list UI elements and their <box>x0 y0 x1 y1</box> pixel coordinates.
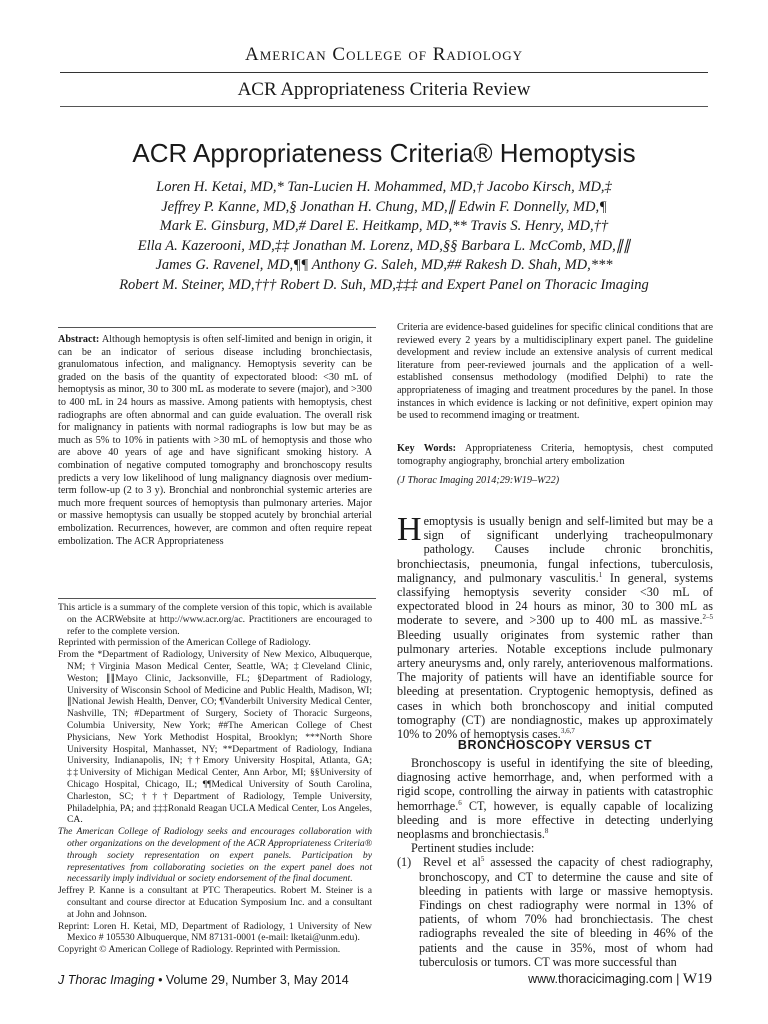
intro-paragraph <box>397 511 713 742</box>
footer-journal <box>58 973 349 987</box>
footnote-reprint: Reprint: Loren H. Ketai, MD, Department of Radiology, 1 University of New Mexico # 105530 Albuquerque, NM 87131-0001 (e-mail: lketai@unm.edu). <box>58 920 372 944</box>
intro-text-3: Bleeding usually originates from systemic rather than pulmonary arteries. Notable exceptions include pulmonary artery aneurysms and, only rarely, anteriovenous malformations. The majority of patients will have an identifiable source for bleeding at presentation. Cryptogenic hemoptysis, defined as cases in which both bronchoscopy and initial computed tomography (CT) are nondiagnostic, makes up approximately 10% to 20% of hemoptysis cases. <box>397 627 713 742</box>
author-line: Jeffrey P. Kanne, MD,§ Jonathan H. Chung, MD,∥ Edwin F. Donnelly, MD,¶ <box>161 198 607 215</box>
abstract-continuation: Criteria are evidence-based guidelines for specific clinical conditions that are reviewed every 2 years by a multidisciplinary expert panel. The guideline development and review include an extensive analysis of current medical literature from peer-reviewed journals and the application of a well-established consensus methodology (modified Delphi) to rate the appropriateness of imaging and treatment procedures by the panel. In those instances in which evidence is lacking or not definitive, expert opinion may be used to recommend imaging or treatment. <box>397 322 713 422</box>
citation: (J Thorac Imaging 2014;29:W19–W22) <box>397 475 560 486</box>
ref-sup[interactable]: 1 <box>598 570 603 579</box>
footer-journal-name: J Thorac Imaging <box>58 973 155 987</box>
keywords-label: Key Words: <box>397 443 457 454</box>
intro-text-1: emoptysis is usually benign and self-limited but may be a sign of significant underlying tracheopulmonary pathology. Causes include chronic bronchitis, bronchiectasis, pneumonia, fungal infections, tuberculosis, malignancy, and pulmonary vasculitis. <box>397 514 713 585</box>
keywords-text: Appropriateness Criteria, hemoptysis, chest computed tomography angiography, bronchial artery embolization <box>397 443 713 467</box>
abstract-text: Although hemoptysis is often self-limited and benign in origin, it can be an indicator of serious disease including bronchiectasis, granulomatous infection, and malignancy. Hemoptysis severity can be graded on the basis of the quantity of expectorated blood: <30 mL of hemoptysis as minor, 30 to 300 mL as moderate to severe (major), and >300 to 400 mL in 24 hours as massive. Among patients with hemoptysis, chest radiographs are often abnormal and can guide evaluation. The overall risk for malignancy in patients with normal radiographs is low but may be as much as 5% to 10% in patients with >30 mL of hemoptysis and those who are above 40 years of age and have significant smoking history. A combination of negative computed tomography and bronchoscopy results predicts a very low likelihood of lung malignancy diagnosis over medium-term follow-up (2 to 3 y). Bronchial and nonbronchial systemic arteries are much more frequent sources of hemoptysis than pulmonary arteries. Major or massive hemoptysis can usually be stopped acutely by bronchial arterial embolization. Recurrences, however, are common and often require repeat embolization. The ACR Appropriateness <box>58 334 372 547</box>
section-body <box>397 756 713 969</box>
page-number: W19 <box>682 971 712 987</box>
footnote-acr-note: The American College of Radiology seeks and encourages collaboration with other organizations on the development of the ACR Appropriateness Criteria® through society representation on expert panels. Participation by representatives from collaborating societies on the expert panel does not necessarily imply individual or society endorsement of the final document. <box>58 826 372 885</box>
series-header: ACR Appropriateness Criteria Review <box>237 79 531 100</box>
list-marker: (1) <box>397 855 412 870</box>
author-list <box>60 178 708 295</box>
abstract <box>58 334 372 548</box>
footer-separator: | <box>676 972 680 986</box>
abstract-rule <box>58 327 376 328</box>
ref-sup[interactable]: 6 <box>458 798 462 807</box>
footer-issue: • Volume 29, Number 3, May 2014 <box>158 973 349 987</box>
footnote-conflicts: Jeffrey P. Kanne is a consultant at PTC Therapeutics. Robert M. Steiner is a consultant and course director at Education Symposium Inc. and a consultant at John and Johnson. <box>58 885 372 920</box>
intro-text-2: In general, systems classifying hemoptysis severity consider <30 mL of expectorated blood in 24 hours as minor, 30 to 300 mL as moderate to severe, and >300 up to 400 mL as massive. <box>397 570 713 628</box>
dropcap: H <box>397 511 422 548</box>
list-text-2: assessed the capacity of chest radiography, bronchoscopy, and CT to determine the cause and site of bleeding in patients with large or massive hemoptysis. Findings on chest radiography were normal in 13% of patients, of whom 70% had bronchiectasis. The chest radiographs revealed the site of bleeding in 46% of the patients and the cause in 35%, most of whom had tuberculosis or tumors. CT was more successful than <box>419 855 713 969</box>
section-text-2: CT, however, is equally capable of localizing bleeding and is more effective in detecting underlying neoplasms and bronchiectasis. <box>397 798 713 842</box>
footnote-copyright: Copyright © American College of Radiology. Reprinted with Permission. <box>58 944 341 956</box>
ref-sup[interactable]: 2–5 <box>702 613 713 622</box>
footer-url[interactable]: www.thoracicimaging.com <box>528 972 673 986</box>
footnote-rule <box>58 598 376 599</box>
footnote-affiliations: From the *Department of Radiology, University of New Mexico, Albuquerque, NM; †Virginia Mason Medical Center, Seattle, WA; ‡Cleveland Clinic, Weston; ∥∥Mayo Clinic, Jacksonville, FL; §Department of Radiology, University of Wisconsin School of Medicine and Public Health, Madison, WI; ∥National Jewish Health, Denver, CO; ¶Vanderbilt University Medical Center, Nashville, TN; #Department of Surgery, Society of Thoracic Surgeons, Columbia University, New York; ##The American College of Chest Physicians, New York Methodist Hospital, Brooklyn; ***North Shore University Hospital, Manhasset, NY; **Department of Radiology, Indiana University, Indianapolis, IN; ††Emory University Hospital, Atlanta, GA; ‡‡University of Michigan Medical Center, Ann Arbor, MI; §§University of Chicago Hospital, Chicago, IL; ¶¶Medical University of South Carolina, Charleston, SC; †††Department of Radiology, Temple University, Philadelphia, PA; and ‡‡‡Ronald Reagan UCLA Medical Center, Los Angeles, CA. <box>58 649 372 826</box>
ref-sup[interactable]: 3,6,7 <box>560 726 575 735</box>
ref-sup[interactable]: 8 <box>544 826 549 835</box>
author-line: Robert M. Steiner, MD,††† Robert D. Suh, MD,‡‡‡ and Expert Panel on Thoracic Imaging <box>119 276 649 293</box>
footer-right <box>528 971 712 988</box>
author-line: Ella A. Kazerooni, MD,‡‡ Jonathan M. Lorenz, MD,§§ Barbara L. McComb, MD,∥∥ <box>137 237 631 254</box>
header-rule <box>60 72 708 73</box>
footnote-summary: This article is a summary of the complete version of this topic, which is available on the ACRWebsite at http://www.acr.org/ac. Practitioners are encouraged to refer to the complete version. <box>58 602 372 637</box>
list-text-1: Revel et al <box>423 855 481 870</box>
journal-header: American College of Radiology <box>244 44 524 65</box>
author-line: James G. Ravenel, MD,¶¶ Anthony G. Saleh, MD,## Rakesh D. Shah, MD,*** <box>155 257 613 273</box>
author-line: Mark E. Ginsburg, MD,# Darel E. Heitkamp, MD,** Travis S. Henry, MD,†† <box>159 218 609 234</box>
section-paragraph <box>397 756 713 841</box>
abstract-label: Abstract: <box>58 334 100 345</box>
list-item <box>397 855 713 969</box>
section-paragraph-2: Pertinent studies include: <box>411 841 535 856</box>
section-heading: BRONCHOSCOPY VERSUS CT <box>457 738 653 752</box>
author-line: Loren H. Ketai, MD,* Tan-Lucien H. Mohammed, MD,† Jacobo Kirsch, MD,‡ <box>156 179 612 195</box>
article-title: ACR Appropriateness Criteria® Hemoptysis <box>132 138 636 168</box>
keywords <box>397 443 713 468</box>
section-text-1: Bronchoscopy is useful in identifying the site of bleeding, diagnosing active hemorrhage, and, when performed with a rigid scope, controlling the airway in patients with catastrophic hemorrhage. <box>397 756 713 813</box>
ref-sup[interactable]: 5 <box>480 855 485 864</box>
footnotes <box>58 602 372 956</box>
footnote-reprinted: Reprinted with permission of the American College of Radiology. <box>58 637 311 649</box>
header-rule-2 <box>60 106 708 107</box>
